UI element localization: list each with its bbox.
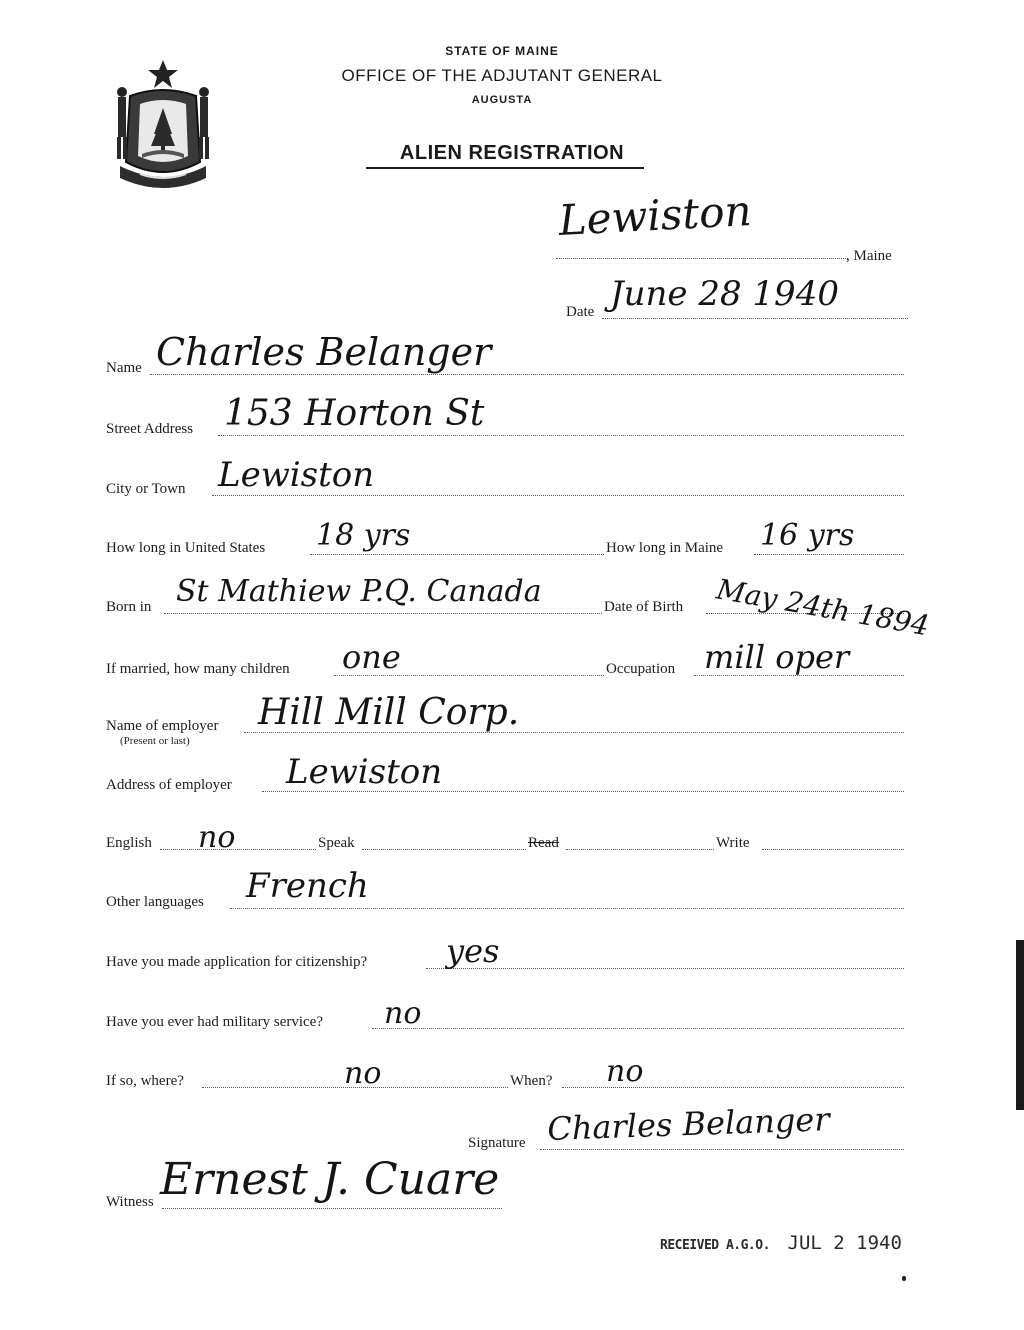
how-long-us-label: How long in United States (106, 540, 266, 556)
when-label: When? (510, 1073, 553, 1089)
received-stamp (660, 1232, 902, 1254)
header-office: OFFICE OF THE ADJUTANT GENERAL (341, 66, 663, 85)
when-value: no (606, 1054, 644, 1089)
how-long-us-value: 18 yrs (316, 518, 411, 553)
name-label: Name (106, 360, 142, 376)
children-value: one (342, 638, 401, 676)
witness-label: Witness (106, 1194, 154, 1210)
place-line (556, 258, 848, 259)
signature-line (540, 1149, 904, 1150)
english-line (160, 849, 316, 850)
city-line (212, 495, 904, 496)
signature-label: Signature (468, 1135, 526, 1151)
read-label: Read (528, 835, 559, 851)
street-address-label: Street Address (106, 421, 194, 437)
place-suffix: , Maine (846, 248, 892, 264)
military-line (372, 1028, 904, 1029)
employer-name-sublabel: (Present or last) (120, 735, 190, 747)
how-long-maine-value: 16 yrs (760, 518, 855, 553)
title-underline (366, 167, 644, 169)
street-address-line (218, 435, 904, 436)
how-long-maine-line (754, 554, 904, 555)
other-languages-value: French (246, 866, 369, 906)
header-state: STATE OF MAINE (445, 44, 559, 58)
occupation-value: mill oper (704, 638, 850, 676)
scan-edge-shadow (1016, 940, 1024, 1110)
date-value: June 28 1940 (610, 274, 839, 314)
employer-name-value: Hill Mill Corp. (258, 692, 520, 733)
employer-address-value: Lewiston (286, 752, 443, 792)
english-value: no (198, 820, 236, 855)
born-in-label: Born in (106, 599, 152, 615)
other-languages-line (230, 908, 904, 909)
ink-dot (902, 1276, 906, 1281)
how-long-us-line (310, 554, 604, 555)
signature-value: Charles Belanger (546, 1100, 831, 1148)
name-value: Charles Belanger (156, 330, 492, 374)
citizenship-label: Have you made application for citizenship? (106, 954, 368, 970)
witness-value: Ernest J. Cuare (160, 1154, 500, 1205)
speak-label: Speak (318, 835, 355, 851)
write-label: Write (716, 835, 750, 851)
speak-line (362, 849, 526, 850)
born-in-value: St Mathiew P.Q. Canada (176, 574, 542, 609)
english-label: English (106, 835, 152, 851)
date-label: Date (566, 304, 595, 320)
where-value: no (344, 1056, 382, 1091)
military-value: no (384, 996, 422, 1031)
street-address-value: 153 Horton St (224, 393, 485, 434)
form-title: ALIEN REGISTRATION (399, 142, 625, 164)
write-line (762, 849, 904, 850)
how-long-maine-label: How long in Maine (606, 540, 724, 556)
date-of-birth-label: Date of Birth (604, 599, 684, 615)
citizenship-value: yes (446, 932, 500, 970)
where-label: If so, where? (106, 1073, 184, 1089)
header-city: AUGUSTA (471, 94, 533, 106)
employer-address-label: Address of employer (106, 777, 232, 793)
children-label: If married, how many children (106, 661, 290, 677)
place-value: Lewiston (557, 185, 753, 245)
name-line (150, 374, 904, 375)
city-label: City or Town (106, 481, 186, 497)
date-line (602, 318, 908, 319)
employer-name-label: Name of employer (106, 718, 219, 734)
date-of-birth-value: May 24th 1894 (714, 572, 932, 643)
occupation-label: Occupation (606, 661, 676, 677)
stamp-received: RECEIVED A.G.O. (660, 1238, 770, 1253)
read-line (566, 849, 714, 850)
born-in-line (164, 613, 602, 614)
city-value: Lewiston (218, 455, 375, 495)
witness-line (162, 1208, 502, 1209)
military-label: Have you ever had military service? (106, 1014, 323, 1030)
other-languages-label: Other languages (106, 894, 204, 910)
stamp-date: JUL 2 1940 (787, 1232, 902, 1254)
